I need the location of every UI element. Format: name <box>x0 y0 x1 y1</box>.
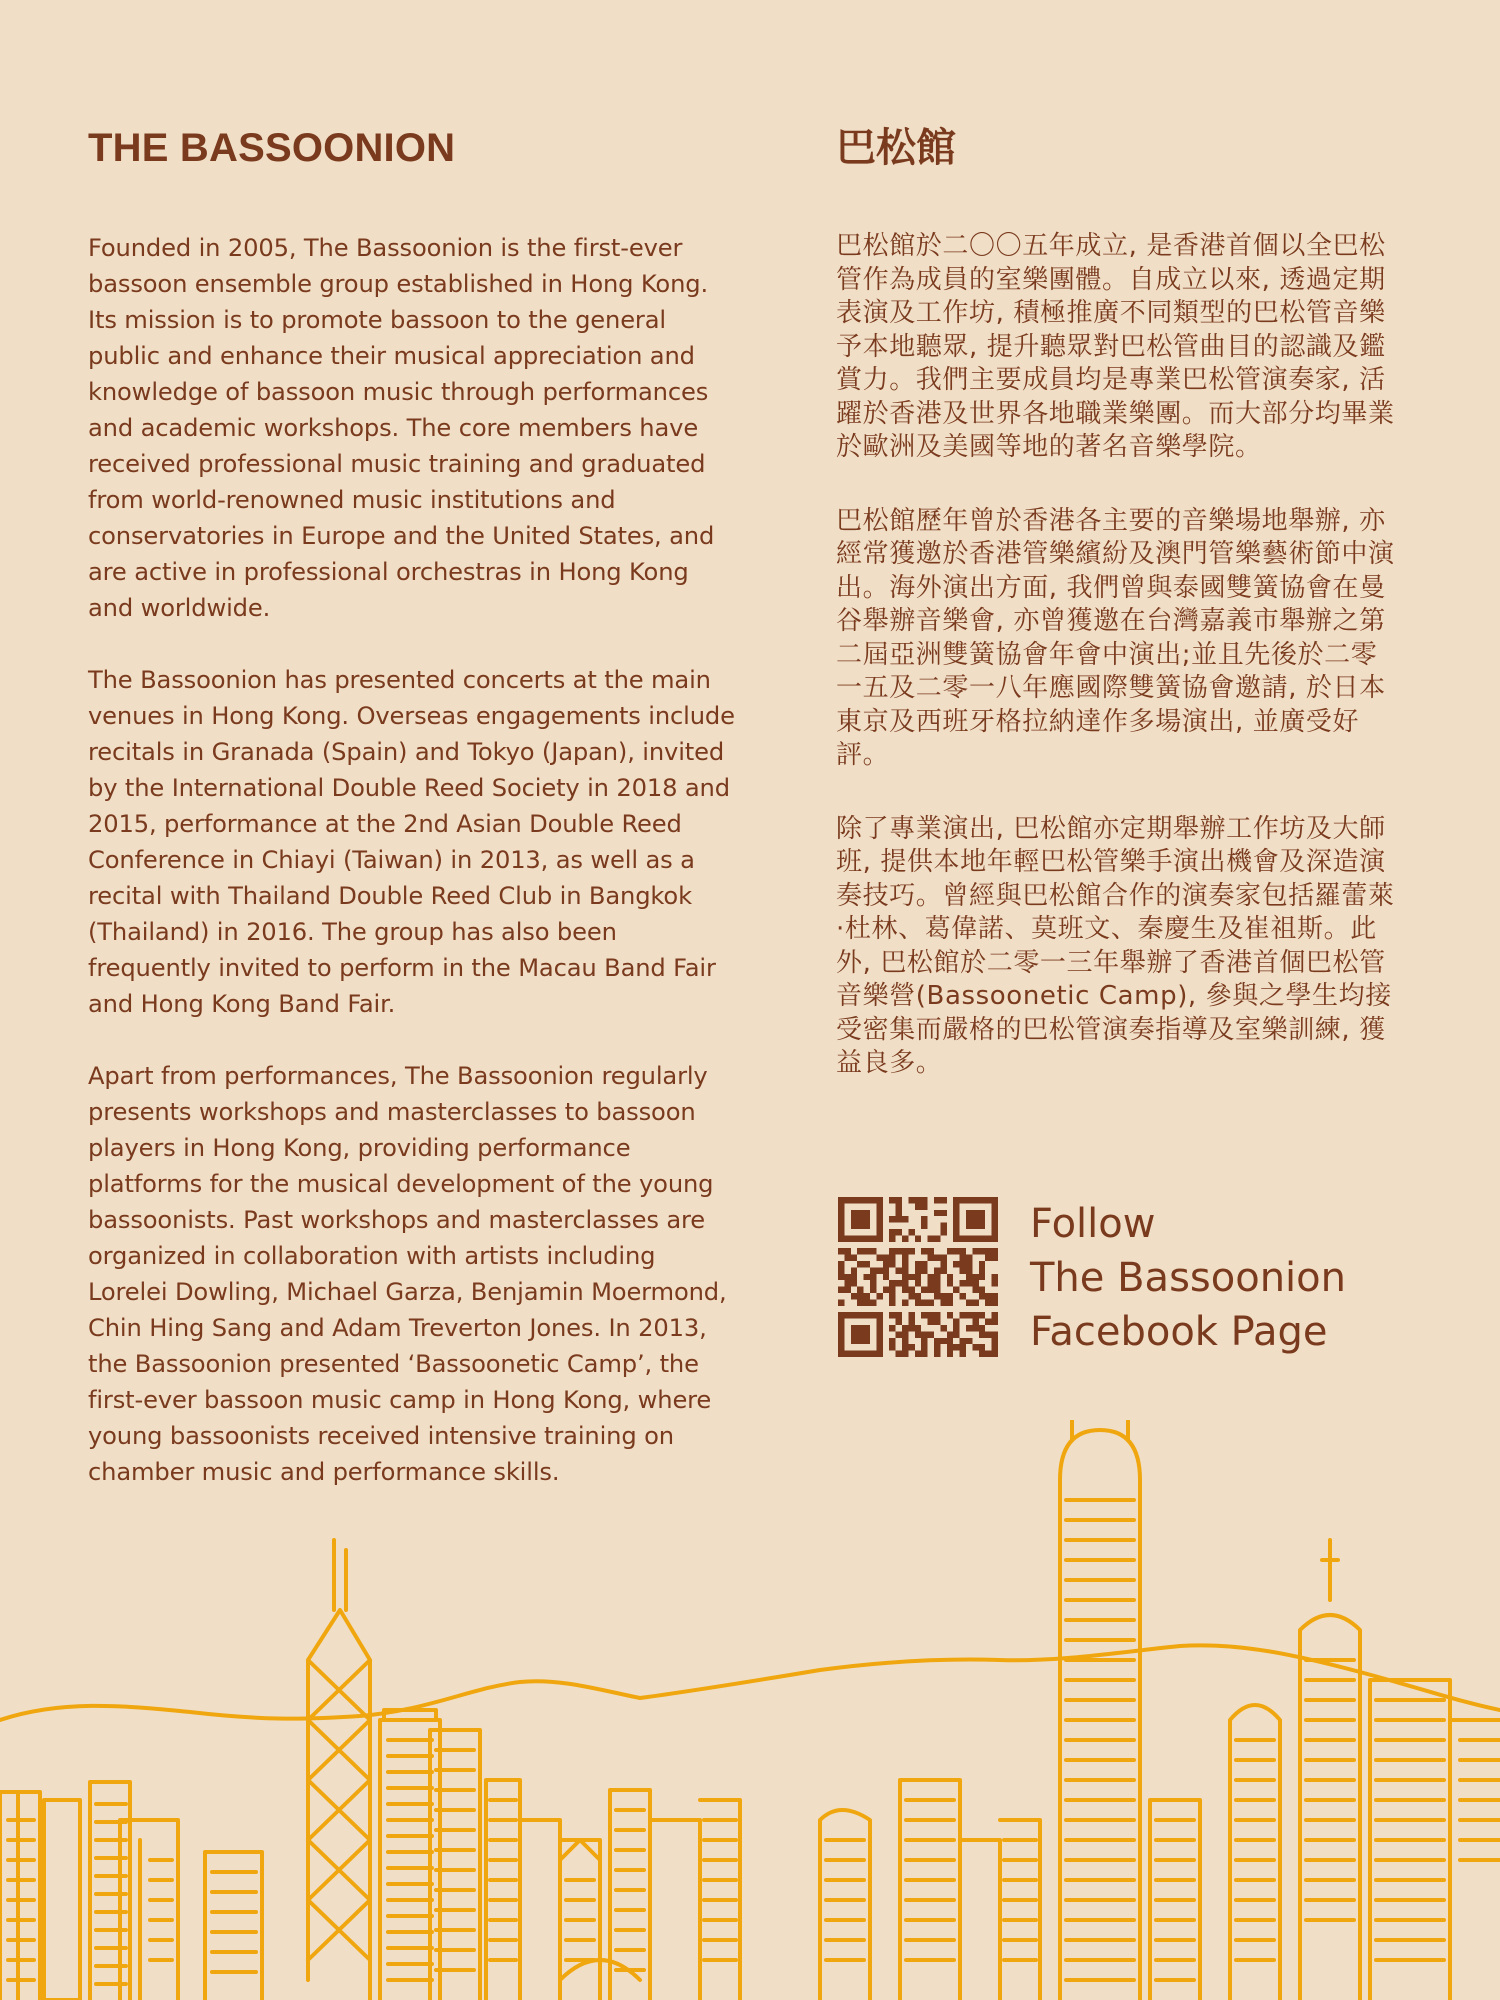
qr-code-icon[interactable] <box>838 1197 998 1357</box>
follow-facebook-text[interactable] <box>1030 1197 1346 1359</box>
chinese-paragraph-2: 巴松館歷年曾於香港各主要的音樂場地舉辦, 亦經常獲邀於香港管樂繽紛及澳門管樂藝術節中演出。海外演出方面, 我們曾與泰國雙簧協會在曼谷舉辦音樂會, 亦曾獲邀在台灣嘉義市舉辦之第二屆亞洲雙簧協會年會中演出;並且先後於二零一五及二零一八年應國際雙簧協會邀請, 於日本東京及西班牙格拉納達作多場演出, 並廣受好評。 <box>836 505 1395 770</box>
follow-line-1: Follow <box>1030 1201 1156 1247</box>
chinese-title: 巴松館 <box>836 125 956 171</box>
chinese-paragraph-3: 除了專業演出, 巴松館亦定期舉辦工作坊及大師班, 提供本地年輕巴松管樂手演出機會及深造演奏技巧。曾經與巴松館合作的演奏家包括羅蕾萊·杜林、葛偉諾、莫班文、秦慶生及崔祖斯。此外, 巴松館於二零一三年舉辦了香港首個巴松管音樂營(Bassoonetic Camp), 參與之學生均接受密集而嚴格的巴松管演奏指導及室樂訓練, 獲益良多。 <box>836 813 1395 1078</box>
facebook-follow-block <box>838 1197 1398 1357</box>
english-title: THE BASSOONION <box>88 126 456 170</box>
chinese-column <box>836 118 1396 1121</box>
chinese-paragraph-1: 巴松館於二〇〇五年成立, 是香港首個以全巴松管作為成員的室樂團體。自成立以來, 透過定期表演及工作坊, 積極推廣不同類型的巴松管音樂予本地聽眾, 提升聽眾對巴松管曲目的認識及鑑賞力。我們主要成員均是專業巴松管演奏家, 活躍於香港及世界各地職業樂團。而大部分均畢業於歐洲及美國等地的著名音樂學院。 <box>836 231 1395 462</box>
english-paragraph-1: Founded in 2005, The Bassoonion is the first-ever bassoon ensemble group established in Hong Kong. Its mission is to promote bassoon to the general public and enhance their musical appreciation and knowledge of bassoon music through performances and academic workshops. The core members have received professional music training and graduated from world-renowned music institutions and conservatories in Europe and the United States, and are active in professional orchestras in Hong Kong and worldwide. <box>88 234 715 622</box>
follow-line-2: The Bassoonion <box>1030 1255 1346 1301</box>
hong-kong-skyline-illustration <box>0 1420 1500 2000</box>
english-paragraph-3: Apart from performances, The Bassoonion regularly presents workshops and masterclasses to bassoon players in Hong Kong, providing performance platforms for the musical development of the young bassoonists. Past workshops and masterclasses are organized in collaboration with artists including Lorelei Dowling, Michael Garza, Benjamin Moermond, Chin Hing Sang and Adam Treverton Jones. In 2013, the Bassoonion presented ‘Bassoonetic Camp’, the first-ever bassoon music camp in Hong Kong, where young bassoonists received intensive training on chamber music and performance skills. <box>88 1062 727 1486</box>
english-column <box>88 118 740 1526</box>
english-paragraph-2: The Bassoonion has presented concerts at the main venues in Hong Kong. Overseas engagements include recitals in Granada (Spain) and Tokyo (Japan), invited by the International Double Reed Society in 2018 and 2015, performance at the 2nd Asian Double Reed Conference in Chiayi (Taiwan) in 2013, as well as a recital with Thailand Double Reed Club in Bangkok (Thailand) in 2016. The group has also been frequently invited to perform in the Macau Band Fair and Hong Kong Band Fair. <box>88 666 735 1018</box>
follow-line-3: Facebook Page <box>1030 1309 1328 1355</box>
